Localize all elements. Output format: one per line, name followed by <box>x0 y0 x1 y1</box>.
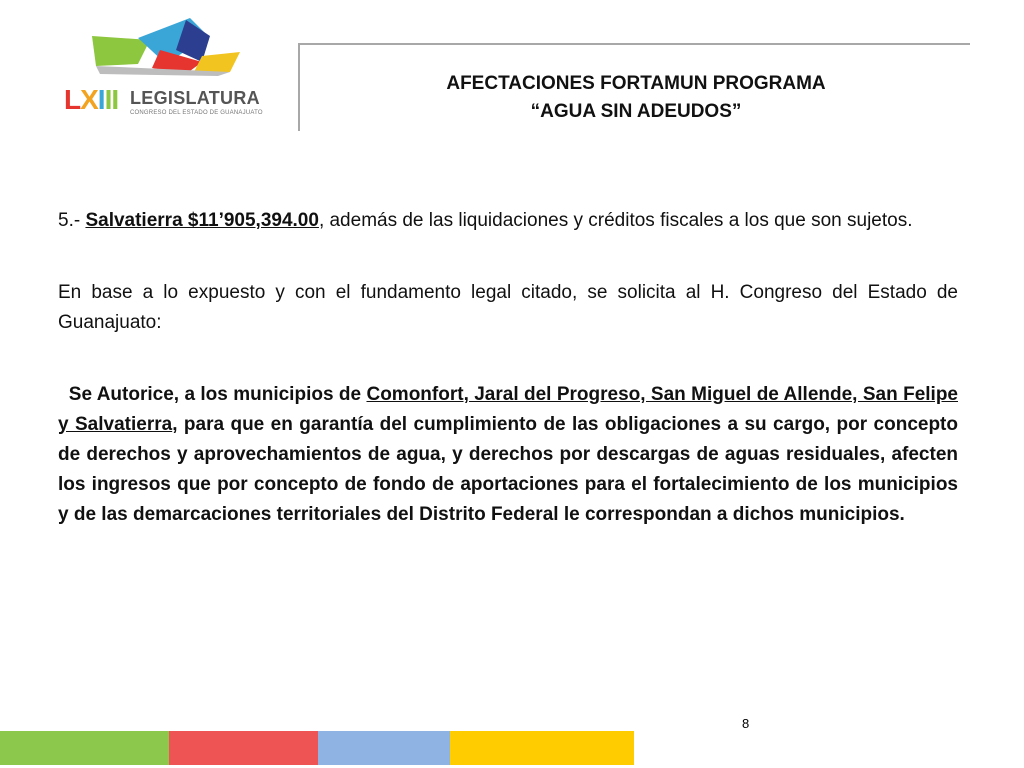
legislature-emblem-icon <box>90 16 250 86</box>
legislature-logo <box>60 16 300 126</box>
page-number: 8 <box>742 716 750 731</box>
footer-bar-blue <box>318 731 450 765</box>
paragraph-1-rest: , además de las liquidaciones y créditos fiscales a los que son sujetos. <box>318 210 913 231</box>
title-line-2: “AGUA SIN ADEUDOS” <box>530 101 742 122</box>
authorization-prefix: Se Autorice, a los municipios de <box>58 384 367 405</box>
title-line-1: AFECTACIONES FORTAMUN PROGRAMA <box>446 73 826 94</box>
footer-bar-yellow <box>450 731 634 765</box>
municipalities-list: Comonfort, Jaral del Progreso, San Miguel de Allende, San Felipe y Salvatierra <box>58 384 958 435</box>
slide-content <box>58 206 958 530</box>
paragraph-authorization <box>58 380 958 530</box>
footer-bar-red <box>169 731 318 765</box>
logo-roman-numeral: LXIII <box>64 84 119 115</box>
paragraph-salvatierra <box>58 206 958 236</box>
paragraph-request: En base a lo expuesto y con el fundamento legal citado, se solicita al H. Congreso del Estado de Guanajuato: <box>58 282 958 333</box>
authorization-rest: , para que en garantía del cumplimiento de las obligaciones a su cargo, por concepto de derechos y aprovechamientos de agua, y derechos por descargas de aguas residuales, afecten los ingresos que por concepto de fondo de aportaciones para el fortalecimiento de los municipios y de las demarcaciones territoriales del Distrito Federal le correspondan a dichos municipios. <box>58 414 958 525</box>
footer-bar-green <box>0 731 169 765</box>
item-number: 5.- <box>58 210 86 231</box>
salvatierra-amount: Salvatierra $11’905,394.00 <box>85 210 319 231</box>
logo-subtitle: CONGRESO DEL ESTADO DE GUANAJUATO <box>130 110 263 116</box>
logo-name: LEGISLATURA <box>130 88 260 108</box>
slide-title <box>300 70 972 126</box>
